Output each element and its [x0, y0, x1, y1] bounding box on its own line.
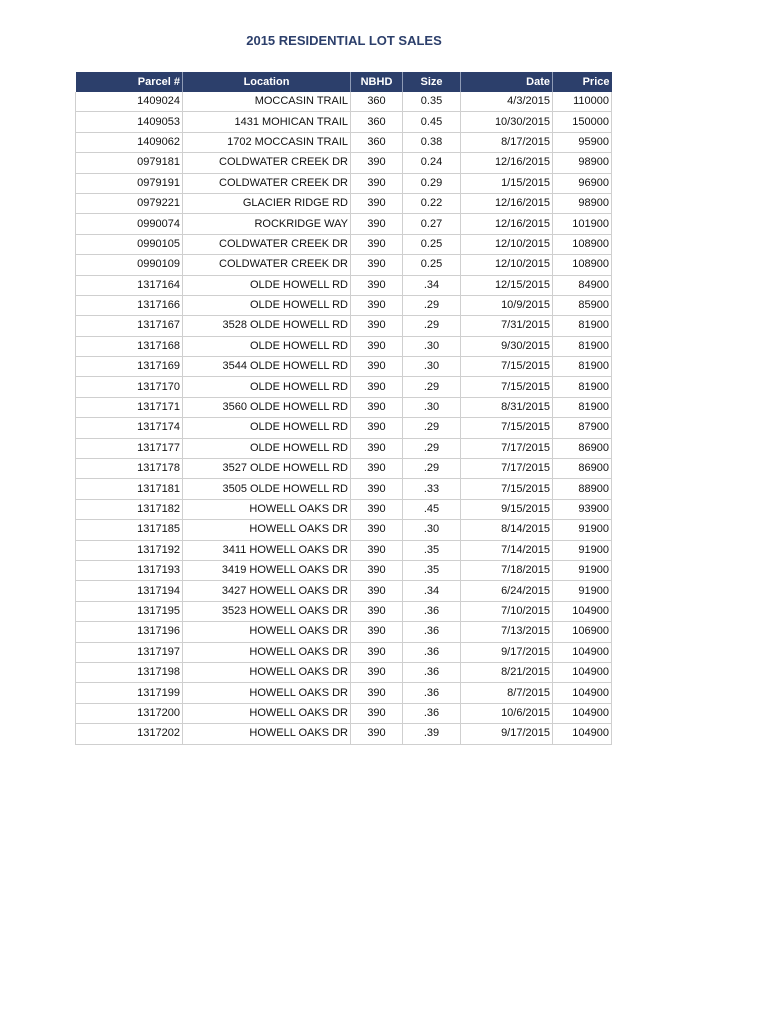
cell-location: COLDWATER CREEK DR [183, 234, 351, 254]
cell-parcel: 1317177 [76, 438, 183, 458]
cell-size: .29 [403, 459, 461, 479]
cell-nbhd: 390 [351, 520, 403, 540]
cell-date: 10/9/2015 [461, 295, 553, 315]
cell-size: 0.38 [403, 132, 461, 152]
table-row [76, 92, 612, 112]
cell-nbhd: 390 [351, 255, 403, 275]
cell-parcel: 1317202 [76, 724, 183, 744]
table-row [76, 295, 612, 315]
cell-location: 3523 HOWELL OAKS DR [183, 601, 351, 621]
cell-parcel: 1317181 [76, 479, 183, 499]
cell-location: 3528 OLDE HOWELL RD [183, 316, 351, 336]
cell-nbhd: 390 [351, 459, 403, 479]
cell-nbhd: 390 [351, 622, 403, 642]
cell-parcel: 0990105 [76, 234, 183, 254]
cell-size: .34 [403, 275, 461, 295]
cell-price: 81900 [553, 316, 612, 336]
column-header-size: Size [403, 72, 461, 92]
table-row [76, 683, 612, 703]
cell-parcel: 1317199 [76, 683, 183, 703]
cell-location: COLDWATER CREEK DR [183, 173, 351, 193]
cell-size: .36 [403, 642, 461, 662]
cell-date: 12/10/2015 [461, 234, 553, 254]
cell-location: COLDWATER CREEK DR [183, 255, 351, 275]
cell-nbhd: 390 [351, 397, 403, 417]
cell-nbhd: 390 [351, 336, 403, 356]
cell-location: HOWELL OAKS DR [183, 622, 351, 642]
cell-nbhd: 360 [351, 112, 403, 132]
cell-parcel: 0979181 [76, 153, 183, 173]
cell-location: OLDE HOWELL RD [183, 418, 351, 438]
cell-parcel: 1317171 [76, 397, 183, 417]
cell-date: 7/15/2015 [461, 357, 553, 377]
cell-nbhd: 390 [351, 479, 403, 499]
table-row [76, 479, 612, 499]
table-row [76, 662, 612, 682]
cell-parcel: 1317194 [76, 581, 183, 601]
table-row [76, 499, 612, 519]
table-row [76, 153, 612, 173]
header-row [76, 72, 612, 92]
cell-parcel: 1317196 [76, 622, 183, 642]
cell-date: 7/14/2015 [461, 540, 553, 560]
cell-size: .35 [403, 540, 461, 560]
cell-parcel: 0990074 [76, 214, 183, 234]
cell-location: 3427 HOWELL OAKS DR [183, 581, 351, 601]
cell-price: 106900 [553, 622, 612, 642]
cell-size: .36 [403, 601, 461, 621]
cell-parcel: 1317185 [76, 520, 183, 540]
cell-size: .35 [403, 560, 461, 580]
cell-price: 104900 [553, 724, 612, 744]
cell-parcel: 1317193 [76, 560, 183, 580]
cell-price: 104900 [553, 662, 612, 682]
table-row [76, 132, 612, 152]
cell-size: .29 [403, 418, 461, 438]
cell-price: 110000 [553, 92, 612, 112]
table-row [76, 316, 612, 336]
cell-price: 91900 [553, 581, 612, 601]
table-row [76, 275, 612, 295]
cell-parcel: 1317178 [76, 459, 183, 479]
table-row [76, 193, 612, 213]
column-header-price: Price [553, 72, 612, 92]
cell-price: 85900 [553, 295, 612, 315]
cell-location: HOWELL OAKS DR [183, 499, 351, 519]
cell-price: 86900 [553, 459, 612, 479]
table-row [76, 438, 612, 458]
cell-location: 3527 OLDE HOWELL RD [183, 459, 351, 479]
cell-date: 9/17/2015 [461, 724, 553, 744]
cell-date: 7/17/2015 [461, 438, 553, 458]
cell-nbhd: 390 [351, 703, 403, 723]
cell-price: 104900 [553, 683, 612, 703]
cell-nbhd: 390 [351, 173, 403, 193]
cell-price: 81900 [553, 336, 612, 356]
cell-price: 84900 [553, 275, 612, 295]
cell-nbhd: 390 [351, 642, 403, 662]
cell-date: 12/15/2015 [461, 275, 553, 295]
cell-nbhd: 390 [351, 581, 403, 601]
cell-parcel: 1409062 [76, 132, 183, 152]
cell-size: 0.35 [403, 92, 461, 112]
cell-date: 7/10/2015 [461, 601, 553, 621]
table-row [76, 112, 612, 132]
cell-price: 91900 [553, 560, 612, 580]
cell-nbhd: 390 [351, 214, 403, 234]
page-title: 2015 RESIDENTIAL LOT SALES [246, 33, 442, 48]
table-row [76, 255, 612, 275]
column-header-location: Location [183, 72, 351, 92]
cell-date: 4/3/2015 [461, 92, 553, 112]
cell-location: HOWELL OAKS DR [183, 520, 351, 540]
cell-date: 1/15/2015 [461, 173, 553, 193]
cell-price: 87900 [553, 418, 612, 438]
cell-date: 12/16/2015 [461, 193, 553, 213]
cell-nbhd: 360 [351, 92, 403, 112]
table-row [76, 622, 612, 642]
table-row [76, 336, 612, 356]
cell-date: 10/6/2015 [461, 703, 553, 723]
table-row [76, 357, 612, 377]
table-row [76, 418, 612, 438]
cell-nbhd: 390 [351, 724, 403, 744]
cell-location: HOWELL OAKS DR [183, 662, 351, 682]
cell-price: 86900 [553, 438, 612, 458]
cell-date: 7/15/2015 [461, 479, 553, 499]
cell-nbhd: 390 [351, 234, 403, 254]
cell-size: .30 [403, 336, 461, 356]
cell-location: 3411 HOWELL OAKS DR [183, 540, 351, 560]
cell-nbhd: 390 [351, 601, 403, 621]
cell-price: 101900 [553, 214, 612, 234]
cell-date: 9/15/2015 [461, 499, 553, 519]
cell-nbhd: 390 [351, 662, 403, 682]
cell-size: 0.24 [403, 153, 461, 173]
cell-parcel: 1317174 [76, 418, 183, 438]
cell-location: 3560 OLDE HOWELL RD [183, 397, 351, 417]
cell-parcel: 1317168 [76, 336, 183, 356]
cell-price: 98900 [553, 193, 612, 213]
cell-location: 3419 HOWELL OAKS DR [183, 560, 351, 580]
cell-parcel: 1409053 [76, 112, 183, 132]
cell-size: .29 [403, 295, 461, 315]
table-row [76, 397, 612, 417]
cell-size: .36 [403, 662, 461, 682]
cell-size: .29 [403, 316, 461, 336]
cell-size: .33 [403, 479, 461, 499]
cell-date: 8/17/2015 [461, 132, 553, 152]
table-row [76, 377, 612, 397]
cell-nbhd: 390 [351, 438, 403, 458]
cell-price: 81900 [553, 357, 612, 377]
table-row [76, 173, 612, 193]
cell-date: 9/17/2015 [461, 642, 553, 662]
cell-parcel: 1317164 [76, 275, 183, 295]
cell-price: 81900 [553, 397, 612, 417]
column-header-nbhd: NBHD [351, 72, 403, 92]
cell-location: 3505 OLDE HOWELL RD [183, 479, 351, 499]
cell-nbhd: 390 [351, 499, 403, 519]
cell-price: 98900 [553, 153, 612, 173]
cell-date: 7/15/2015 [461, 418, 553, 438]
column-header-date: Date [461, 72, 553, 92]
cell-date: 10/30/2015 [461, 112, 553, 132]
cell-date: 7/31/2015 [461, 316, 553, 336]
cell-size: 0.25 [403, 255, 461, 275]
cell-size: .34 [403, 581, 461, 601]
cell-price: 104900 [553, 642, 612, 662]
cell-parcel: 1317195 [76, 601, 183, 621]
cell-price: 108900 [553, 255, 612, 275]
cell-nbhd: 390 [351, 275, 403, 295]
cell-size: .30 [403, 520, 461, 540]
cell-nbhd: 390 [351, 153, 403, 173]
cell-parcel: 1317166 [76, 295, 183, 315]
cell-size: .36 [403, 683, 461, 703]
cell-nbhd: 390 [351, 560, 403, 580]
cell-location: COLDWATER CREEK DR [183, 153, 351, 173]
cell-price: 93900 [553, 499, 612, 519]
table-row [76, 520, 612, 540]
cell-price: 81900 [553, 377, 612, 397]
cell-parcel: 1317182 [76, 499, 183, 519]
column-header-parcel: Parcel # [76, 72, 183, 92]
cell-size: 0.27 [403, 214, 461, 234]
cell-parcel: 1317198 [76, 662, 183, 682]
table-row [76, 459, 612, 479]
cell-nbhd: 390 [351, 418, 403, 438]
cell-date: 6/24/2015 [461, 581, 553, 601]
cell-parcel: 1317169 [76, 357, 183, 377]
table-row [76, 642, 612, 662]
cell-date: 8/31/2015 [461, 397, 553, 417]
cell-location: HOWELL OAKS DR [183, 703, 351, 723]
cell-nbhd: 360 [351, 132, 403, 152]
cell-date: 7/13/2015 [461, 622, 553, 642]
cell-date: 12/16/2015 [461, 153, 553, 173]
table-row [76, 540, 612, 560]
cell-date: 8/7/2015 [461, 683, 553, 703]
cell-size: 0.22 [403, 193, 461, 213]
cell-date: 9/30/2015 [461, 336, 553, 356]
cell-date: 12/10/2015 [461, 255, 553, 275]
cell-size: .29 [403, 438, 461, 458]
cell-nbhd: 390 [351, 295, 403, 315]
cell-location: GLACIER RIDGE RD [183, 193, 351, 213]
table-row [76, 581, 612, 601]
cell-parcel: 0979191 [76, 173, 183, 193]
table-body [76, 92, 612, 744]
cell-price: 104900 [553, 703, 612, 723]
cell-date: 12/16/2015 [461, 214, 553, 234]
table-row [76, 601, 612, 621]
cell-nbhd: 390 [351, 357, 403, 377]
cell-location: 1431 MOHICAN TRAIL [183, 112, 351, 132]
cell-price: 91900 [553, 520, 612, 540]
cell-location: OLDE HOWELL RD [183, 275, 351, 295]
cell-price: 88900 [553, 479, 612, 499]
cell-size: .30 [403, 397, 461, 417]
cell-size: .36 [403, 622, 461, 642]
cell-size: 0.45 [403, 112, 461, 132]
table-row [76, 560, 612, 580]
cell-parcel: 1317170 [76, 377, 183, 397]
cell-parcel: 0979221 [76, 193, 183, 213]
cell-price: 91900 [553, 540, 612, 560]
cell-size: .29 [403, 377, 461, 397]
cell-parcel: 1317167 [76, 316, 183, 336]
cell-location: OLDE HOWELL RD [183, 295, 351, 315]
table-row [76, 234, 612, 254]
cell-location: OLDE HOWELL RD [183, 336, 351, 356]
cell-size: .39 [403, 724, 461, 744]
cell-location: HOWELL OAKS DR [183, 724, 351, 744]
cell-nbhd: 390 [351, 193, 403, 213]
cell-nbhd: 390 [351, 683, 403, 703]
cell-nbhd: 390 [351, 316, 403, 336]
table-row [76, 703, 612, 723]
cell-location: MOCCASIN TRAIL [183, 92, 351, 112]
cell-date: 7/17/2015 [461, 459, 553, 479]
cell-location: OLDE HOWELL RD [183, 377, 351, 397]
cell-size: .36 [403, 703, 461, 723]
cell-nbhd: 390 [351, 377, 403, 397]
cell-parcel: 0990109 [76, 255, 183, 275]
table-row [76, 724, 612, 744]
cell-price: 95900 [553, 132, 612, 152]
cell-date: 7/15/2015 [461, 377, 553, 397]
cell-location: HOWELL OAKS DR [183, 683, 351, 703]
cell-size: 0.29 [403, 173, 461, 193]
cell-parcel: 1317200 [76, 703, 183, 723]
lot-sales-table [75, 72, 612, 745]
cell-date: 8/14/2015 [461, 520, 553, 540]
cell-price: 104900 [553, 601, 612, 621]
cell-date: 8/21/2015 [461, 662, 553, 682]
table-row [76, 214, 612, 234]
cell-nbhd: 390 [351, 540, 403, 560]
cell-price: 150000 [553, 112, 612, 132]
cell-price: 108900 [553, 234, 612, 254]
cell-price: 96900 [553, 173, 612, 193]
cell-location: 3544 OLDE HOWELL RD [183, 357, 351, 377]
cell-date: 7/18/2015 [461, 560, 553, 580]
cell-size: .30 [403, 357, 461, 377]
cell-location: HOWELL OAKS DR [183, 642, 351, 662]
cell-parcel: 1317197 [76, 642, 183, 662]
cell-parcel: 1317192 [76, 540, 183, 560]
cell-location: 1702 MOCCASIN TRAIL [183, 132, 351, 152]
cell-location: ROCKRIDGE WAY [183, 214, 351, 234]
cell-location: OLDE HOWELL RD [183, 438, 351, 458]
cell-size: 0.25 [403, 234, 461, 254]
cell-parcel: 1409024 [76, 92, 183, 112]
cell-size: .45 [403, 499, 461, 519]
